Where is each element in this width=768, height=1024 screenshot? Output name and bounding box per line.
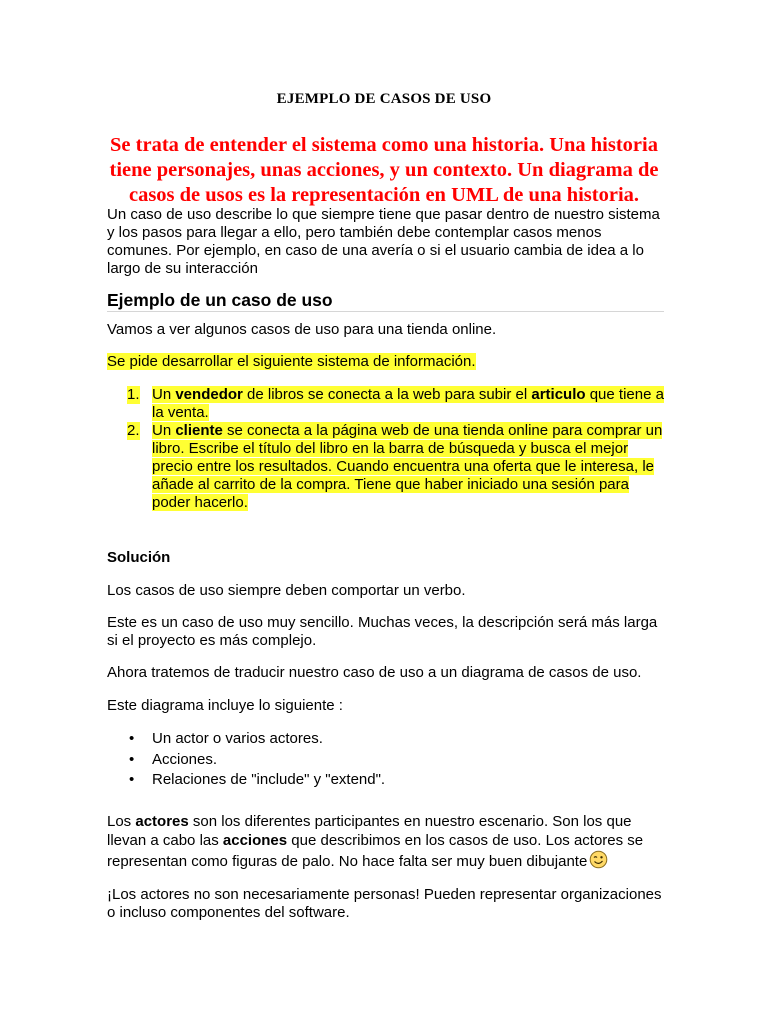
paragraph-actores [107,812,667,874]
list-item-text-mid: de libros se conecta a la web para subir el [242,386,532,403]
solution-heading: Solución [107,549,171,566]
paragraph-sencillo: Este es un caso de uso muy sencillo. Muchas veces, la descripción será más larga si el proyecto es más complejo. [107,614,658,649]
list-item-text-pre: Un [152,422,176,439]
list-item [107,729,667,750]
paragraph-personas: ¡Los actores no son necesariamente personas! Pueden representar organizaciones o incluso componentes del software. [107,886,662,921]
list-item [107,386,667,422]
list-item-text [152,422,662,511]
bullet-marker: • [129,750,135,768]
list-item [107,770,667,791]
list-item [107,750,667,771]
keyword-vendedor: vendedor [175,386,243,403]
keyword-articulo: articulo [531,386,586,403]
paragraph-vamos: Vamos a ver algunos casos de uso para una tienda online. [107,321,497,338]
keyword-cliente: cliente [175,422,223,439]
bullet-list [107,729,667,791]
list-item-text-post: se conecta a la página web de una tienda online para comprar un libro. Escribe el título del libro en la barra de búsqueda y busca el mejor precio entre los resultados. Cuando encuentra una oferta que le interesa, le añade al carrito de la compra. Tiene que haber iniciado una sesión para poder hacerlo. [152,422,663,511]
numbered-list [107,386,667,512]
document-title: EJEMPLO DE CASOS DE USO [276,91,492,107]
bullet-marker: • [129,730,135,747]
bullet-text: Un actor o varios actores. [152,730,323,747]
highlighted-requirement: Se pide desarrollar el siguiente sistema de información. [107,353,476,370]
list-item-text-post: que tiene a la venta. [152,386,664,421]
list-item-text [152,386,664,421]
paragraph-requirement [107,353,667,371]
actores-text-1: Los [107,813,136,830]
paragraph-ahora: Ahora tratemos de traducir nuestro caso de uso a un diagrama de casos de uso. [107,664,642,681]
bullet-text: Relaciones de "include" y "extend". [152,771,386,788]
keyword-acciones: acciones [222,832,288,849]
actores-text-3: que describimos en los casos de uso. Los actores se representan como figuras de palo. No hace falta ser muy buen dibujante [107,832,644,870]
list-item [107,422,667,512]
paragraph-incluye: Este diagrama incluye lo siguiente : [107,697,343,714]
actores-text-2: son los diferentes participantes en nuestro escenario. Son los que llevan a cabo las [107,813,632,849]
bullet-marker: • [129,771,135,788]
list-item-number: 1. [127,386,140,403]
keyword-actores: actores [135,813,189,830]
section-heading: Ejemplo de un caso de uso [107,290,333,310]
list-item-text-pre: Un [152,386,176,403]
bullet-text: Acciones. [152,750,218,768]
heading-divider [107,311,664,312]
winking-smiley-icon [589,850,608,874]
list-item-number: 2. [127,422,140,439]
lead-statement: Se trata de entender el sistema como una historia. Una historia tiene personajes, unas acciones, y un contexto. Un diagrama de casos de usos es la representación en UML de una historia. [109,134,659,206]
paragraph-verbo: Los casos de uso siempre deben comportar un verbo. [107,582,466,599]
intro-paragraph: Un caso de uso describe lo que siempre tiene que pasar dentro de nuestro sistema y los pasos para llegar a ello, pero también debe contemplar casos menos comunes. Por ejemplo, en caso de una avería o si el usuario cambia de idea a lo largo de su interacción [107,206,660,277]
